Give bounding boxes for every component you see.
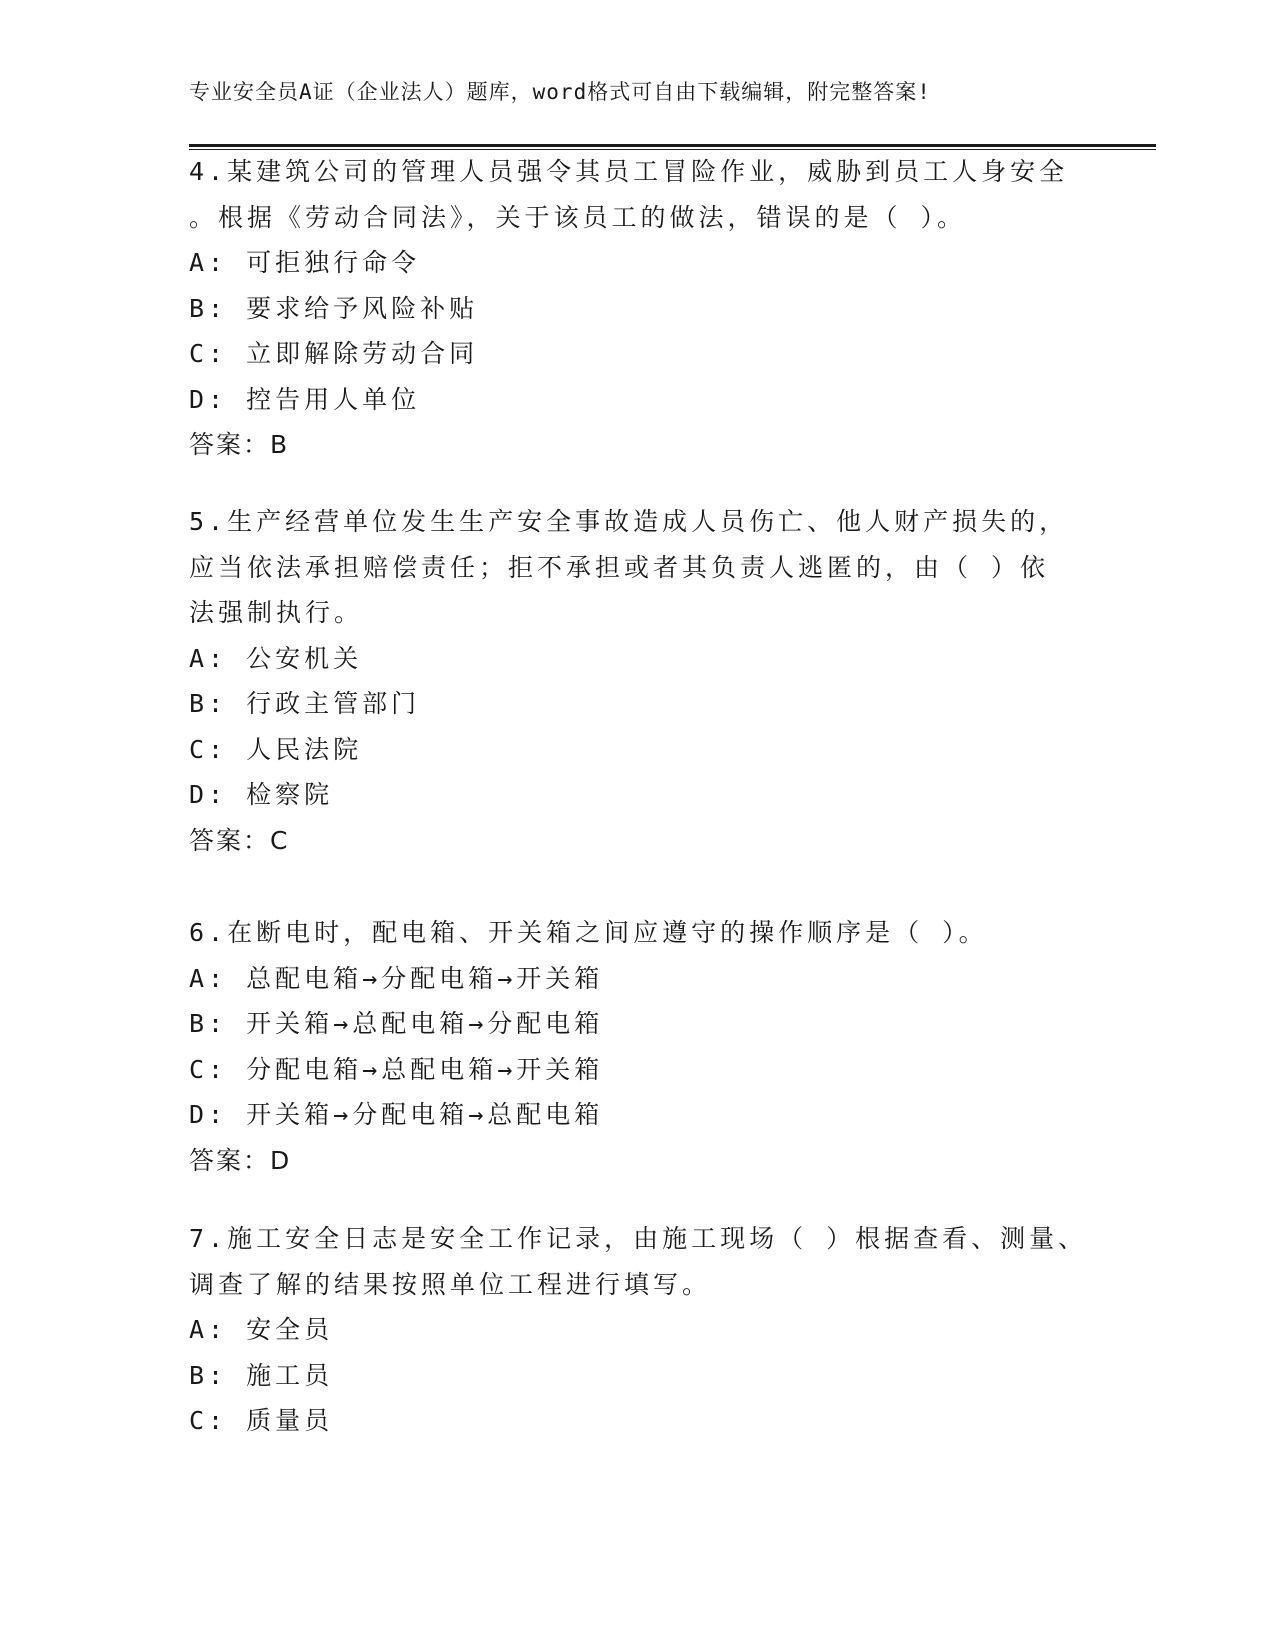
- question-7: [189, 1216, 1089, 1444]
- option-d: D: 开关箱→分配电箱→总配电箱: [189, 1100, 604, 1129]
- option-a: A: 公安机关: [189, 643, 363, 673]
- option-d: D: 控告用人单位: [189, 384, 421, 414]
- option-d: D: 检察院: [189, 780, 334, 809]
- question-stem-line: 5.生产经营单位发生生产安全事故造成人员伤亡、他人财产损失的，: [189, 507, 1069, 536]
- option-c: C: 立即解除劳动合同: [189, 339, 479, 368]
- option-a: A: 安全员: [189, 1315, 334, 1344]
- option-c: C: 人民法院: [189, 734, 363, 764]
- question-stem-line: 应当依法承担赔偿责任；拒不承担或者其负责人逃匿的，由（ ）依: [189, 552, 1050, 582]
- question-stem-line: 。根据《劳动合同法》，关于该员工的做法，错误的是（ ）。: [189, 202, 967, 232]
- answer-line: 答案：B: [189, 430, 290, 459]
- option-b: B: 开关箱→总配电箱→分配电箱: [189, 1009, 604, 1038]
- option-a: A: 可拒独行命令: [189, 248, 421, 277]
- question-stem-line: 4.某建筑公司的管理人员强令其员工冒险作业，威胁到员工人身安全: [189, 157, 1069, 186]
- option-b: B: 行政主管部门: [189, 689, 421, 718]
- option-b: B: 施工员: [189, 1360, 334, 1390]
- option-b: B: 要求给予风险补贴: [189, 293, 479, 323]
- question-stem-line: 6.在断电时，配电箱、开关箱之间应遵守的操作顺序是（ ）。: [189, 918, 988, 947]
- question-4: [189, 149, 1089, 468]
- question-stem-line: 法强制执行。: [189, 598, 364, 627]
- question-stem-line: 7.施工安全日志是安全工作记录，由施工现场（ ）根据查看、测量、: [189, 1224, 1088, 1253]
- answer-line: 答案：D: [189, 1145, 292, 1175]
- option-c: C: 分配电箱→总配电箱→开关箱: [189, 1054, 604, 1084]
- option-c: C: 质量员: [189, 1406, 334, 1435]
- page-header: 专业安全员A证（企业法人）题库，word格式可自由下载编辑，附完整答案!: [189, 80, 931, 104]
- answer-line: 答案：C: [189, 825, 290, 855]
- question-stem-line: 调查了解的结果按照单位工程进行填写。: [189, 1269, 712, 1299]
- option-a: A: 总配电箱→分配电箱→开关箱: [189, 963, 604, 993]
- question-6: [189, 910, 1089, 1183]
- question-5: [189, 499, 1089, 863]
